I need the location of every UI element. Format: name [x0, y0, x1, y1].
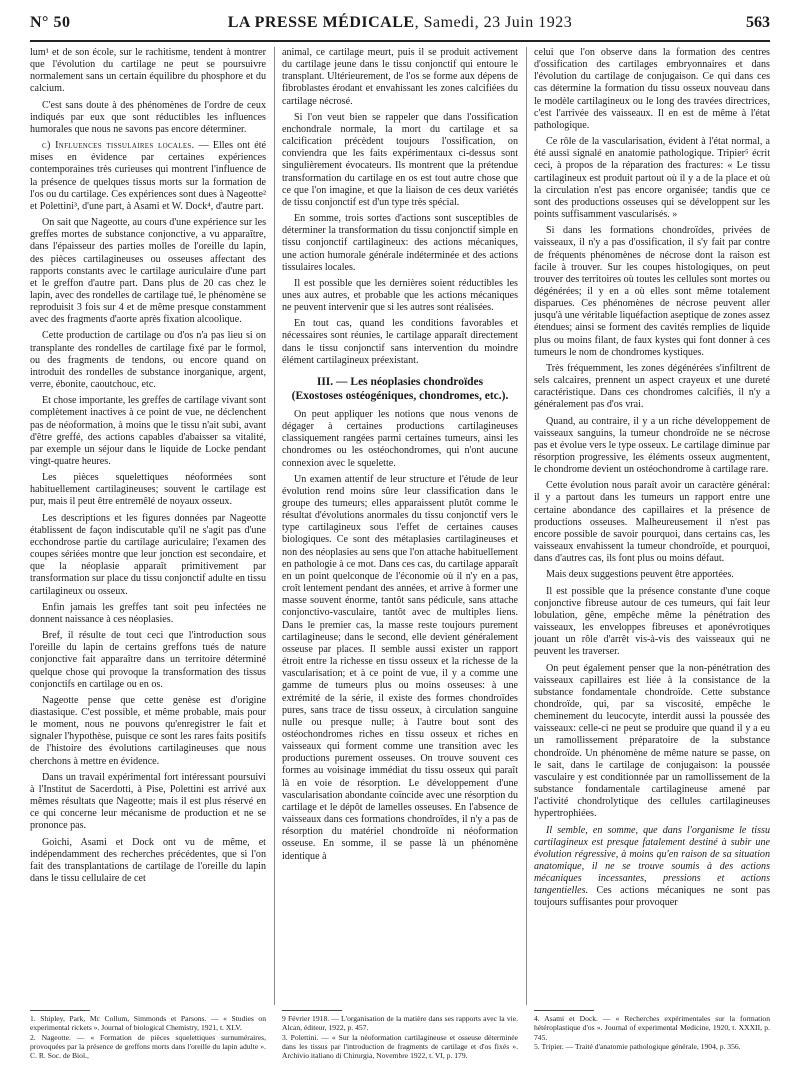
paragraph: Les pièces squelettiques néoformées sont habituellement cartilagineuses; souvent le cartilage est pur, mais il peut être entremêlé de noyaux osseux.	[30, 472, 266, 508]
paragraph-text: — Elles ont été mises en évidence par certaines expériences contemporaines très curieuses qui montrent l'influence de la présence de quelques tissus morts sur la formation de l'os ou du cartilage. Ces expériences sont dues à Nageotte² et Polettini³, d'une part, à Asami et W. Dock⁴, d'autre part.	[30, 140, 266, 212]
paragraph: On peut également penser que la non-pénétration des vaisseaux capillaires est liée à la consistance de la substance fondamentale chondroïde. Cette substance chondroïde, qui, par sa viscosité, empêche le cheminement du leucocyte, interdit aussi la poussée des vaisseaux: celle-ci ne peut se produire que quand il y a eu un ramollissement préparatoire de la substance chondroïde. Un phénomène de même nature se passe, on le sait, dans le cartilage de conjugaison: la poussée vasculaire y est conditionnée par un ramollissement de la substance fondamentale cartilagineuse amené par l'activité chondrolytique des cellules cartilagineuses hypertrophiées.	[534, 662, 770, 820]
paragraph: Très fréquemment, les zones dégénérées s'infiltrent de sels calcaires, prennent un aspect crayeux et une dureté caractéristique. Dans ces chondromes calcifiés, il n'y a généralement pas d'os vrai.	[534, 362, 770, 411]
page-number: 563	[746, 14, 770, 31]
column-2	[282, 47, 518, 1005]
paragraph: Quand, au contraire, il y a un riche développement de vaisseaux sanguins, la tumeur chondroïde ne se nécrose pas et évolue vers le type osseux. Le cartilage diminue par résorption progressive, les éléments osseux augmentent, le chondrome devient un ostéochondrome à cartilage rare.	[534, 415, 770, 476]
paragraph: En somme, trois sortes d'actions sont susceptibles de déterminer la transformation du tissu conjonctif simple en tissu conjonctif cartilagineux: des actions mécaniques, une action humorale générale indéterminée et des actions tissulaires locales.	[282, 213, 518, 273]
journal-title-line	[30, 14, 770, 32]
footnote-rule	[534, 1010, 594, 1011]
subsection-heading: c) Influences tissulaires locales.	[42, 140, 195, 152]
issue-date: , Samedi, 23 Juin 1923	[414, 14, 573, 31]
paragraph: lum¹ et de son école, sur le rachitisme, tendent à montrer que l'évolution du cartilage ne peut se poursuivre normalement sans un certain équilibre du phosphore et du calcium.	[30, 47, 266, 95]
footnote-rule	[282, 1010, 342, 1011]
footnotes-column-3	[534, 1014, 770, 1051]
issue-number: N° 50	[30, 14, 71, 31]
footnote: 4. Asami et Dock. — « Recherches expérimentales sur la formation hétéroplastique d'os ». Journal of experimental Medicine, 1920, t. XXXII, p. 745.	[534, 1014, 770, 1042]
journal-title: LA PRESSE MÉDICALE	[227, 14, 415, 31]
footnote: 9 Février 1918. — L'organisation de la matière dans ses rapports avec la vie. Alcan, éditeur, 1922, p. 457.	[282, 1014, 518, 1033]
paragraph: Cette production de cartilage ou d'os n'a pas lieu si on transplante des rondelles de cartilage fixé par le formol, ou des fragments de tendons, ou encore quand on introduit des rondelles de substance inorganique, argent, verre, ébonite, caoutchouc, etc.	[30, 330, 266, 391]
paragraph: Il est possible que les dernières soient réductibles les unes aux autres, et probable que les actions mécaniques ne peuvent intervenir que si les autres sont réalisées.	[282, 277, 518, 314]
paragraph: On sait que Nageotte, au cours d'une expérience sur les greffes mortes de substance conjonctive, a vu apparaître, dans l'épaisseur des parties molles de l'oreille du lapin, des pièces cartilagineuses ou osseuses affectant des rapports constants avec le cartilage auriculaire d'une part et le greffon d'autre part. Dans plus de 20 cas chez le lapin, avec des rondelles de cartilage tué, le phénomène se reproduisit 3 fois sur 4 et de même presque constamment avec des fragments d'aorte après fixation alcoolique.	[30, 217, 266, 326]
section-title: III. — Les néoplasies chondroïdes	[316, 375, 484, 388]
paragraph: Cette évolution nous paraît avoir un caractère général: il y a partout dans les tumeurs un rapport entre une certaine abondance des capillaires et la présence de productions osseuses. Malheureusement il n'est pas encore possible de savoir pourquoi, dans certains cas, les vaisseaux envahissent la tumeur chondroïde, et pourquoi, dans d'autres cas, ils font plus ou moins défaut.	[534, 480, 770, 565]
paragraph: Mais deux suggestions peuvent être apportées.	[546, 569, 734, 581]
paragraph: Ce rôle de la vascularisation, évident à l'état normal, a été aussi signalé en anatomie pathologique. Tripier⁵ écrit ceci, à propos de la réparation des fractures: « Le tissu cartilagineux est produit partout où il y a de la place et où la circulation n'est pas encore organisée; tandis que ce sont des productions osseuses qui se développent sur les points suffisamment vascularisés. »	[534, 136, 770, 221]
page-header	[30, 14, 770, 38]
italic-conclusion: Il semble, en somme, que dans l'organisme le tissu cartilagineux est presque fatalement destiné à subir une évolution régressive, à moins qu'en raison de sa situation anatomique, il ne se trouve soumis à des actions mécaniques incessantes, pressions et actions tangentielles.	[534, 824, 770, 897]
paragraph: Enfin jamais les greffes tant soit peu infectées ne donnent naissance à ces néoplasies.	[30, 601, 266, 625]
paragraph	[534, 825, 770, 910]
footnotes-column-1	[30, 1014, 266, 1060]
paragraph: Nageotte pense que cette genèse est d'origine diastasique. C'est possible, et même probable, mais pour le moment, nous ne pouvons qu'enregistrer le fait et signaler l'hypothèse, puisque ce sont les rares faits positifs de l'histoire des évolutions cartilagineuses que nous cherchons à mettre en évidence.	[30, 694, 266, 767]
column-1	[30, 47, 266, 1005]
paragraph: Si dans les formations chondroïdes, privées de vaisseaux, il n'y a pas d'ossification, il s'y fait par contre de fréquents phénomènes de nécrose dont la raison est facile à trouver. Sur les coupes histologiques, on peut trouver des territoires où toutes les cellules sont mortes ou dégénérées; il y en a où elles sont même totalement disparues. Ces phénomènes de nécrose peuvent aller jusqu'à une véritable liquéfaction aseptique de zones assez étendues; ainsi se forment des cavités remplies de liquide plus ou moins filant, de faux kystes qui font donner à ces tumeurs le nom de chondromes kystiques.	[534, 225, 770, 358]
paragraph: Et chose importante, les greffes de cartilage vivant sont complètement inactives à ce point de vue, ne déclenchent pas de néoformation, à moins que le tissu n'ait subi, avant d'être greffé, des actions capables d'abaisser sa vitalité, par exemple un séjour dans le liquide de Locke pendant vingt-quatre heures.	[30, 395, 266, 467]
footnote: 2. Nageotte. — « Formation de pièces squelettiques surnuméraires, provoquées par la présence de greffons morts dans l'oreille du lapin adulte ». C. R. Soc. de Biol.,	[30, 1032, 266, 1061]
paragraph: Les descriptions et les figures données par Nageotte établissent de façon indiscutable qu'il ne s'agit pas d'une ecchondrose partie du cartilage auriculaire; l'examen des coupes sériées montre que leur jonction est secondaire, et que la néoplasie apparaît primitivement par transformation sur place du tissu conjonctif adulte en tissu cartilagineux ou osseux.	[30, 512, 266, 597]
paragraph: celui que l'on observe dans la formation des centres d'ossification des cartilages embryonnaires et dans l'évolution du cartilage de conjugaison. Ce qui dans ces cas détermine la formation du tissu osseux nouveau dans le modèle cartilagineux ou le long des travées directrices, c'est l'arrivée des vaisseaux. Il en est de même à l'état pathologique.	[534, 47, 770, 131]
footnote: 5. Tripier. — Traité d'anatomie pathologique générale, 1904, p. 356.	[534, 1041, 741, 1051]
footnotes-column-2	[282, 1014, 518, 1060]
header-rule	[30, 40, 770, 42]
paragraph: En tout cas, quand les conditions favorables et nécessaires sont réunies, le cartilage apparaît directement dans le tissu conjonctif sans intervention du moindre élément cartilagineux préexistant.	[282, 318, 518, 366]
paragraph: Si l'on veut bien se rappeler que dans l'ossification enchondrale normale, la mort du cartilage et sa calcification précèdent toujours l'ossification, on conviendra que les faits expérimentaux ci-dessus sont singulièrement évocateurs. Ils montrent que la prétendue transformation du cartilage en os est tout autre chose que ce que l'on imagine, et que la liaison de ces deux variétés de tissu conjonctif est d'un type très spécial.	[282, 111, 518, 208]
footnote: 1. Shipley, Park, Mc Collum, Simmonds et Parsons. — « Studies on experimental rickets ». Journal of biological Chemistry, 1921, t. XLV.	[30, 1014, 266, 1033]
column-3	[534, 47, 770, 1005]
paragraph: Goichi, Asami et Dock ont vu de même, et indépendamment des recherches précédentes, que si l'on fait des transplantations de cartilage de l'oreille du lapin dans le tissu cellulaire de cet	[30, 836, 266, 884]
paragraph-text: Ces actions mécaniques ne sont pas toujours suffisantes pour provoquer	[534, 885, 770, 909]
paragraph: Dans un travail expérimental fort intéressant poursuivi à l'Institut de Sacerdotti, à Pise, Polettini est arrivé aux mêmes résultats que Nageotte; mais il est plus réservé en ce qui concerne leur mécanisme de production et ne se prononce pas.	[30, 771, 266, 832]
paragraph: animal, ce cartilage meurt, puis il se produit activement du cartilage jeune dans le tissu conjonctif qui entoure le transplant. Ultérieurement, de l'os se forme aux dépens de fibroblastes érodant et envahissant les zones calcifiées du cartilage nécrosé.	[282, 47, 518, 107]
article-body	[30, 47, 770, 1005]
paragraph: On peut appliquer les notions que nous venons de dégager à certaines productions cartilagineuses classiquement rangées parmi certaines tumeurs, ainsi les chondromes ou les ostéochondromes, qui n'ont aucune connexion avec le squelette.	[282, 408, 518, 469]
section-heading	[282, 375, 518, 403]
paragraph: C'est sans doute à des phénomènes de l'ordre de ceux indiqués par eux que sont réductibles les influences humorales que nous ne savons pas encore déterminer.	[30, 99, 266, 135]
section-subtitle: (Exostoses ostéogéniques, chondromes, etc.).	[291, 389, 509, 402]
paragraph: Il est possible que la présence constante d'une coque conjonctive fibreuse autour de ces tumeurs, qui fait leur lobulation, gêne, empêche même la pénétration des vaisseaux, les enveloppes fibreuses et aponévrotiques jouant un rôle d'arrêt vis-à-vis des vaisseaux qui ne peuvent les traverser.	[534, 585, 770, 658]
paragraph: Bref, il résulte de tout ceci que l'introduction sous l'oreille du lapin de certains greffons tués de nature conjonctive fait apparaître dans un territoire déterminé quelque chose qui provoque la transformation des tissus conjonctifs en cartilage ou en os.	[30, 630, 266, 690]
footnote: 3. Polettini. — « Sur la néoformation cartilagineuse et osseuse déterminée dans les tissus par l'introduction de fragments de cartilage et d'os fixés ». Archivio italiano di Chirurgia, Novembre 1922, t. VI, p. 179.	[282, 1032, 518, 1061]
footnote-rule	[30, 1010, 90, 1011]
paragraph: Un examen attentif de leur structure et l'étude de leur évolution rend moins sûre leur classification dans le groupe des tumeurs; elles apparaissent plutôt comme le résultat d'évolutions anormales du tissu conjonctif vers le type cartilagineux sous l'effet de certaines causes biologiques. Ce sont des métaplasies cartilagineuses et non des néoplasies au sens que l'on attache habituellement en pathologie à ce mot. Dans ces cas, du cartilage apparaît en un point quelconque de l'économie où il n'y en a pas, croît lentement pendant des années, et arrive à former une masse souvent énorme, tantôt sans pédicule, sans attache conjonctivo-vasculaire, tantôt avec de multiples liens. Dans le premier cas, la masse reste toujours purement cartilagineuse; dans le second, elle devient généralement osseuse par places. Il semble aussi exister un rapport étroit entre la richesse en tissu osseux et la richesse de la vascularisation; et à ce point de vue, il y a comme une gamme de tumeurs plus ou moins osseuses: à une extrémité de la série, il existe des formes chondroïdes pures, sans trace de tissu osseux, à circulation sanguine nulle ou presque nulle; à l'autre bout sont des ostéochondromes riches en tissu osseux et riches en vaisseaux qui forment comme une transition avec les productions purement osseuses. On trouve souvent ces formes au voisinage immédiat du tissu osseux qui paraît là en voie de résorption. Le développement d'une vascularisation abondante coïncide avec une résorption du cartilage et le dépôt de lamelles osseuses. En l'absence de vaisseaux dans ces formations chondroïdes, il n'y a pas de résorption du matériel chondroïde ni néoformation osseuse. En somme, il se passe là un phénomène identique à	[282, 473, 518, 862]
paragraph	[30, 140, 266, 213]
